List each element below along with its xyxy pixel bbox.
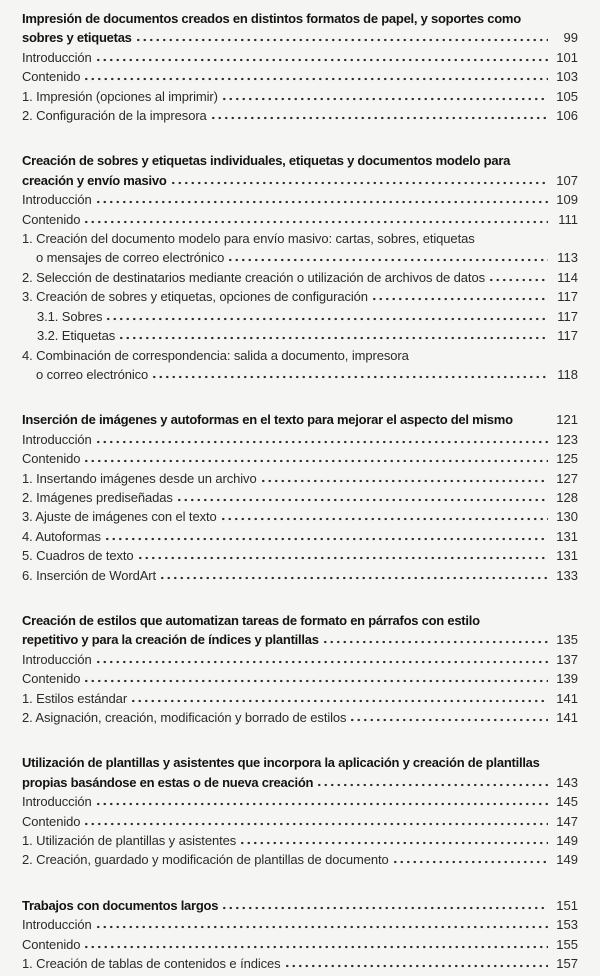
page-number: 137	[556, 651, 578, 667]
section-title-text: repetitivo y para la creación de índices y plantillas	[22, 632, 319, 648]
section-title-text: propias basándose en estas o de nueva creación	[22, 774, 314, 790]
toc-entry	[22, 190, 578, 209]
toc-entry	[22, 48, 578, 67]
entry-text: 4. Autoformas	[22, 528, 101, 544]
dot-leader	[95, 440, 548, 444]
dot-leader	[83, 220, 548, 224]
dot-leader	[284, 964, 548, 968]
entry-text: 1. Insertando imágenes desde un archivo	[22, 470, 257, 486]
entry-text: 3.2. Etiquetas	[37, 328, 116, 344]
entry-text: o correo electrónico	[36, 366, 149, 382]
toc-entry	[22, 326, 578, 345]
section-title-text: Impresión de documentos creados en distintos formatos de papel, y soportes como	[22, 11, 521, 26]
dot-leader	[227, 258, 548, 262]
toc-entry-line-2	[22, 365, 578, 384]
toc-section-title	[22, 896, 578, 915]
toc-entry	[22, 708, 578, 727]
dot-leader	[130, 699, 548, 703]
dot-leader	[95, 802, 548, 806]
dot-leader	[170, 181, 548, 185]
entry-text: Introducción	[22, 917, 92, 933]
dot-leader	[176, 498, 548, 502]
toc-section	[22, 753, 578, 869]
entry-text: Contenido	[22, 211, 81, 227]
page-number: 123	[556, 431, 578, 447]
toc-section-title-line-1	[22, 611, 578, 630]
dot-leader	[151, 375, 548, 379]
dot-leader	[239, 841, 548, 845]
toc-entry	[22, 210, 578, 229]
toc-entry	[22, 792, 578, 811]
section-title-text: Creación de estilos que automatizan tareas de formato en párrafos con estilo	[22, 612, 480, 628]
toc-entry	[22, 268, 578, 287]
dot-leader	[83, 459, 548, 463]
dot-leader	[221, 97, 548, 101]
entry-text: 2. Asignación, creación, modificación y borrado de estilos	[22, 710, 347, 725]
dot-leader	[118, 336, 548, 340]
toc-section-title-line-2	[22, 28, 578, 47]
toc-section-title-line-2	[22, 171, 578, 190]
page-number: 130	[556, 509, 578, 525]
page-number: 111	[558, 211, 578, 227]
toc-section-title-line-1	[22, 753, 578, 772]
section-title-text: sobres y etiquetas	[22, 30, 132, 46]
page-number: 131	[556, 548, 578, 564]
dot-leader	[210, 116, 548, 120]
toc-entry	[22, 831, 578, 850]
page-number: 147	[556, 813, 578, 829]
entry-text: 1. Estilos estándar	[22, 690, 128, 706]
dot-leader	[83, 945, 548, 949]
page-number: 121	[556, 412, 578, 428]
toc-section-title-line-2	[22, 773, 578, 792]
section-title-text: Inserción de imágenes y autoformas en el texto para mejorar el aspecto del mismo	[22, 412, 513, 428]
dot-leader	[322, 640, 548, 644]
dot-leader	[135, 38, 548, 42]
page-number: 151	[556, 897, 578, 913]
toc-entry	[22, 469, 578, 488]
page-number: 149	[556, 833, 578, 849]
toc-section-title	[22, 410, 578, 429]
entry-text: 1. Creación del documento modelo para envío masivo: cartas, sobres, etiquetas	[22, 231, 475, 247]
page-number: 135	[556, 632, 578, 648]
dot-leader	[316, 783, 548, 787]
entry-text: Introducción	[22, 49, 92, 65]
toc-entry	[22, 449, 578, 468]
page-number: 141	[556, 710, 578, 725]
dot-leader	[221, 906, 548, 910]
toc-entry	[22, 650, 578, 669]
entry-text: 4. Combinación de correspondencia: salida a documento, impresora	[22, 347, 409, 363]
toc-entry	[22, 566, 578, 585]
toc-section-title-line-1	[22, 9, 578, 28]
page-number: 105	[556, 88, 578, 104]
entry-text: Contenido	[22, 451, 81, 467]
toc-entry	[22, 527, 578, 546]
entry-text: 6. Inserción de WordArt	[22, 567, 157, 583]
page-number: 118	[557, 366, 578, 382]
dot-leader	[83, 822, 548, 826]
page-number: 143	[556, 774, 578, 790]
toc-entry	[22, 812, 578, 831]
toc-entry	[22, 915, 578, 934]
toc-entry	[22, 287, 578, 306]
entry-text: 2. Selección de destinatarios mediante creación o utilización de archivos de datos	[22, 269, 485, 285]
page-number: 117	[557, 289, 578, 305]
entry-text: Contenido	[22, 813, 81, 829]
section-title-text: Utilización de plantillas y asistentes que incorpora la aplicación y creación de plantillas	[22, 755, 540, 771]
section-title-text: Trabajos con documentos largos	[22, 897, 219, 913]
page-number: 99	[563, 30, 578, 46]
page-number: 157	[556, 956, 578, 972]
toc-section	[22, 151, 578, 384]
toc-section	[22, 410, 578, 585]
entry-text: Introducción	[22, 431, 92, 447]
toc-section-title-line-2	[22, 630, 578, 649]
page-number: 149	[556, 852, 578, 868]
dot-leader	[392, 860, 548, 864]
page-number: 133	[556, 567, 578, 583]
dot-leader	[83, 679, 548, 683]
entry-text: 3. Creación de sobres y etiquetas, opciones de configuración	[22, 289, 368, 305]
toc-entry-line-1	[22, 346, 578, 365]
entry-text: 5. Cuadros de texto	[22, 548, 134, 564]
page-number: 145	[556, 794, 578, 810]
toc-section	[22, 611, 578, 727]
dot-leader	[220, 517, 548, 521]
dot-leader	[95, 660, 548, 664]
entry-text: 3. Ajuste de imágenes con el texto	[22, 509, 217, 525]
toc-section	[22, 896, 578, 974]
toc-entry	[22, 689, 578, 708]
toc-entry-line-1	[22, 229, 578, 248]
dot-leader	[159, 576, 548, 580]
entry-text: Introducción	[22, 651, 92, 667]
entry-text: Contenido	[22, 671, 81, 687]
entry-text: Introducción	[22, 192, 92, 208]
page-number: 127	[556, 470, 578, 486]
dot-leader	[105, 317, 548, 321]
entry-text: 1. Creación de tablas de contenidos e índices	[22, 956, 281, 972]
entry-text: Contenido	[22, 69, 81, 85]
toc-entry	[22, 87, 578, 106]
dot-leader	[83, 77, 548, 81]
page-number: 113	[557, 250, 578, 266]
dot-leader	[137, 556, 548, 560]
section-title-text: Creación de sobres y etiquetas individuales, etiquetas y documentos modelo para	[22, 153, 511, 169]
toc-entry-line-2	[22, 248, 578, 267]
toc-entry	[22, 488, 578, 507]
dot-leader	[104, 537, 548, 541]
dot-leader	[516, 420, 548, 424]
page-number: 117	[557, 328, 578, 344]
entry-text: 2. Imágenes prediseñadas	[22, 489, 173, 505]
page-number: 106	[556, 108, 578, 124]
toc-entry	[22, 850, 578, 869]
entry-text: 2. Creación, guardado y modificación de plantillas de documento	[22, 852, 389, 868]
toc-entry	[22, 507, 578, 526]
dot-leader	[95, 925, 548, 929]
toc-section-title-line-1	[22, 151, 578, 170]
page-number: 117	[557, 308, 578, 324]
toc-entry	[22, 935, 578, 954]
entry-text: Introducción	[22, 794, 92, 810]
page-number: 114	[557, 269, 578, 285]
toc-entry	[22, 669, 578, 688]
page-number: 103	[556, 69, 578, 85]
entry-text: 3.1. Sobres	[37, 308, 103, 324]
toc-entry	[22, 430, 578, 449]
toc-entry	[22, 307, 578, 326]
toc-entry	[22, 67, 578, 86]
dot-leader	[349, 718, 548, 722]
entry-text: Contenido	[22, 936, 81, 952]
entry-text: 2. Configuración de la impresora	[22, 108, 207, 124]
section-title-text: creación y envío masivo	[22, 172, 167, 188]
dot-leader	[260, 479, 548, 483]
page-number: 131	[556, 528, 578, 544]
page-number: 139	[556, 671, 578, 687]
page-number: 109	[556, 192, 578, 208]
entry-text: o mensajes de correo electrónico	[36, 250, 225, 266]
toc-entry	[22, 546, 578, 565]
dot-leader	[488, 278, 548, 282]
table-of-contents	[22, 9, 578, 973]
toc-section	[22, 9, 578, 125]
entry-text: 1. Utilización de plantillas y asistentes	[22, 833, 237, 849]
toc-entry	[22, 106, 578, 125]
page-number: 141	[556, 690, 578, 706]
page-number: 153	[556, 917, 578, 933]
page-number: 101	[556, 49, 578, 65]
entry-text: 1. Impresión (opciones al imprimir)	[22, 88, 218, 104]
page-number: 107	[556, 172, 578, 188]
toc-entry	[22, 954, 578, 973]
page-number: 155	[556, 936, 578, 952]
dot-leader	[371, 297, 548, 301]
dot-leader	[95, 200, 548, 204]
dot-leader	[95, 58, 548, 62]
page-number: 125	[556, 451, 578, 467]
page-number: 128	[556, 489, 578, 505]
